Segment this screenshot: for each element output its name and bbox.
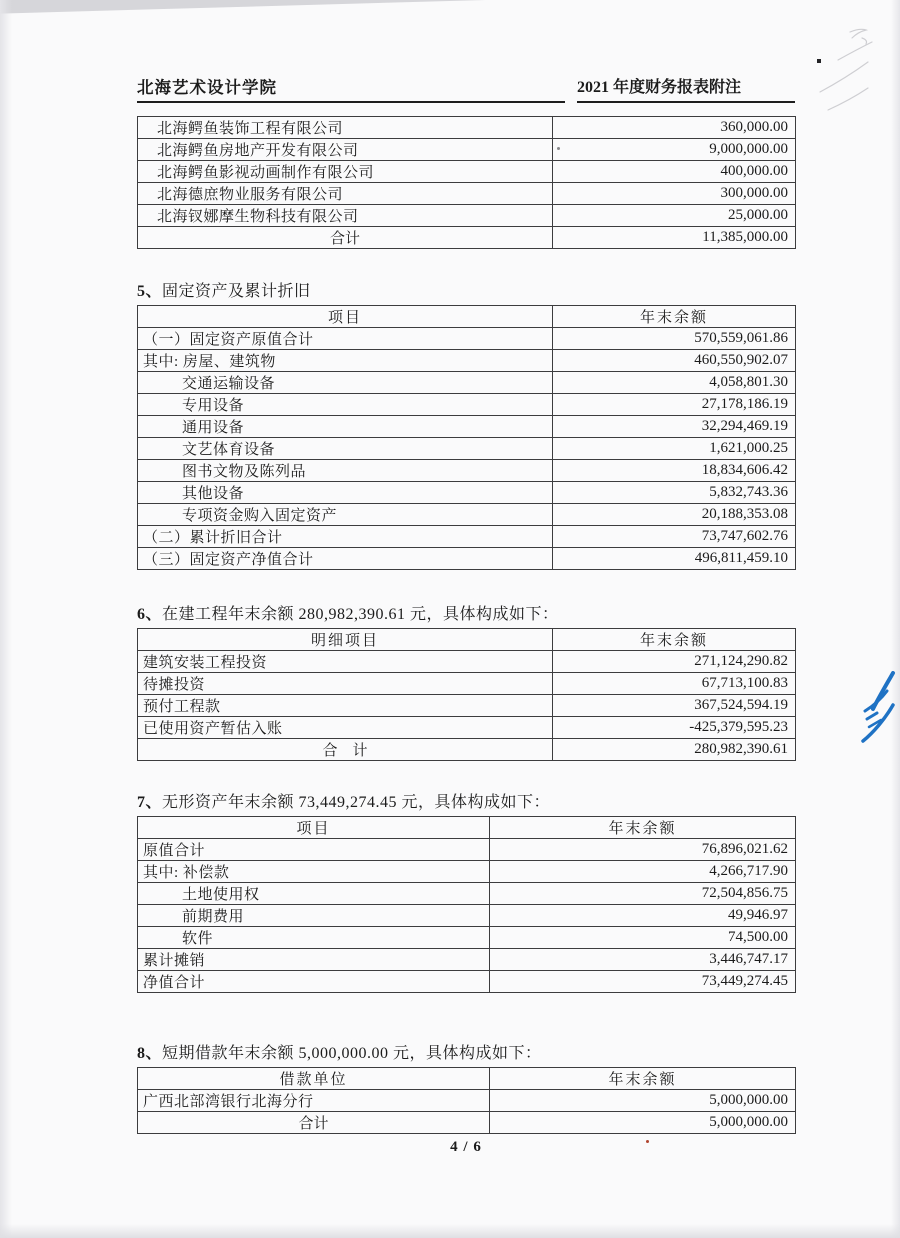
amount-value: 300,000.00 <box>553 183 796 205</box>
scan-edge-bottom <box>0 1224 900 1238</box>
item-label: 建筑安装工程投资 <box>138 651 553 673</box>
amount-value: 25,000.00 <box>553 205 796 227</box>
column-header-item: 明细项目 <box>138 629 553 651</box>
table-row <box>138 883 796 905</box>
amount-value: 32,294,469.19 <box>553 416 796 438</box>
table-row <box>138 416 796 438</box>
item-label: 其中: 房屋、建筑物 <box>138 350 553 372</box>
section-number: 6、 <box>137 606 163 623</box>
table-row <box>138 139 796 161</box>
amount-value: 4,266,717.90 <box>490 861 796 883</box>
item-label: 图书文物及陈列品 <box>138 460 553 482</box>
amount-value: 18,834,606.42 <box>553 460 796 482</box>
amount-value: 76,896,021.62 <box>490 839 796 861</box>
amount-value: 20,188,353.08 <box>553 504 796 526</box>
pencil-scribble-icon <box>798 18 894 114</box>
column-header-balance: 年末余额 <box>553 629 796 651</box>
item-label: 文艺体育设备 <box>138 438 553 460</box>
table-row <box>138 504 796 526</box>
item-label: （三）固定资产净值合计 <box>138 548 553 570</box>
scan-edge-left <box>0 0 12 1238</box>
section-6-title <box>137 601 795 624</box>
company-name: 北海鳄鱼房地产开发有限公司 <box>138 139 553 161</box>
total-value: 5,000,000.00 <box>490 1112 796 1134</box>
amount-value: 570,559,061.86 <box>553 328 796 350</box>
total-value: 11,385,000.00 <box>553 227 796 249</box>
scan-edge-top <box>0 0 545 14</box>
column-header-item: 项目 <box>138 817 490 839</box>
blue-ink-mark-icon <box>859 671 897 753</box>
amount-value: 400,000.00 <box>553 161 796 183</box>
scan-edge-right <box>891 0 900 1238</box>
item-label: （一）固定资产原值合计 <box>138 328 553 350</box>
table-row <box>138 949 796 971</box>
amount-value: 74,500.00 <box>490 927 796 949</box>
table-row <box>138 927 796 949</box>
total-label: 合 计 <box>138 739 553 761</box>
item-label: 软件 <box>138 927 490 949</box>
scan-speck <box>646 1140 649 1143</box>
item-label: 其中: 补偿款 <box>138 861 490 883</box>
amount-value: 1,621,000.25 <box>553 438 796 460</box>
amount-value: -425,379,595.23 <box>553 717 796 739</box>
total-value: 280,982,390.61 <box>553 739 796 761</box>
item-label: 待摊投资 <box>138 673 553 695</box>
item-label: 原值合计 <box>138 839 490 861</box>
page-number: 4 / 6 <box>450 1139 482 1155</box>
item-label: 土地使用权 <box>138 883 490 905</box>
column-header-balance: 年末余额 <box>490 817 796 839</box>
company-name: 北海鳄鱼影视动画制作有限公司 <box>138 161 553 183</box>
construction-in-progress-table <box>137 628 796 761</box>
table-row <box>138 482 796 504</box>
amount-value: 72,504,856.75 <box>490 883 796 905</box>
table-row <box>138 438 796 460</box>
company-name: 北海钗娜摩生物科技有限公司 <box>138 205 553 227</box>
amount-value: 49,946.97 <box>490 905 796 927</box>
table-row <box>138 971 796 993</box>
amount-value: 27,178,186.19 <box>553 394 796 416</box>
intangible-assets-table <box>137 816 796 993</box>
table-row <box>138 548 796 570</box>
amount-value: 73,449,274.45 <box>490 971 796 993</box>
table-row <box>138 717 796 739</box>
amount-value: 5,000,000.00 <box>490 1090 796 1112</box>
table-row <box>138 183 796 205</box>
table-row <box>138 1090 796 1112</box>
item-label: 已使用资产暂估入账 <box>138 717 553 739</box>
total-label: 合计 <box>138 227 553 249</box>
table-header-row <box>138 306 796 328</box>
section-number: 8、 <box>137 1045 163 1062</box>
item-label: 专用设备 <box>138 394 553 416</box>
table-header-row <box>138 1068 796 1090</box>
column-header-item: 项目 <box>138 306 553 328</box>
scan-speck <box>817 59 821 63</box>
table-row <box>138 526 796 548</box>
column-header-lender: 借款单位 <box>138 1068 490 1090</box>
table-row <box>138 651 796 673</box>
item-label: 交通运输设备 <box>138 372 553 394</box>
item-label: 累计摊销 <box>138 949 490 971</box>
page-header <box>137 74 795 103</box>
item-label: 其他设备 <box>138 482 553 504</box>
table-row <box>138 861 796 883</box>
table-row <box>138 695 796 717</box>
table-row <box>138 839 796 861</box>
table-row <box>138 205 796 227</box>
table-row <box>138 460 796 482</box>
amount-value: 496,811,459.10 <box>553 548 796 570</box>
table-header-row <box>138 629 796 651</box>
table-row <box>138 350 796 372</box>
item-label: 净值合计 <box>138 971 490 993</box>
amount-value: 360,000.00 <box>553 117 796 139</box>
table-header-row <box>138 817 796 839</box>
total-row <box>138 739 796 761</box>
external-investment-table <box>137 116 796 249</box>
section-number: 5、 <box>137 283 163 300</box>
column-header-balance: 年末余额 <box>553 306 796 328</box>
table-row <box>138 372 796 394</box>
scan-speck <box>557 147 560 150</box>
company-name: 北海鳄鱼装饰工程有限公司 <box>138 117 553 139</box>
section-title-text: 短期借款年末余额 5,000,000.00 元，具体构成如下： <box>162 1045 542 1062</box>
table-row <box>138 673 796 695</box>
total-label: 合计 <box>138 1112 490 1134</box>
section-5-title <box>137 278 795 301</box>
organization-name: 北海艺术设计学院 <box>137 74 565 103</box>
lender-name: 广西北部湾银行北海分行 <box>138 1090 490 1112</box>
item-label: 通用设备 <box>138 416 553 438</box>
table-row <box>138 905 796 927</box>
table-row <box>138 161 796 183</box>
item-label: 前期费用 <box>138 905 490 927</box>
section-number: 7、 <box>137 794 163 811</box>
table-row <box>138 328 796 350</box>
item-label: （二）累计折旧合计 <box>138 526 553 548</box>
item-label: 预付工程款 <box>138 695 553 717</box>
short-term-loans-table <box>137 1067 796 1134</box>
total-row <box>138 1112 796 1134</box>
table-row <box>138 394 796 416</box>
amount-value: 9,000,000.00 <box>553 139 796 161</box>
amount-value: 271,124,290.82 <box>553 651 796 673</box>
company-name: 北海德庶物业服务有限公司 <box>138 183 553 205</box>
section-8-title <box>137 1040 795 1063</box>
column-header-balance: 年末余额 <box>490 1068 796 1090</box>
section-title-text: 无形资产年末余额 73,449,274.45 元，具体构成如下： <box>162 794 551 811</box>
amount-value: 5,832,743.36 <box>553 482 796 504</box>
document-content <box>137 74 795 1156</box>
amount-value: 367,524,594.19 <box>553 695 796 717</box>
section-title-text: 固定资产及累计折旧 <box>162 283 311 300</box>
total-row <box>138 227 796 249</box>
table-row <box>138 117 796 139</box>
section-title-text: 在建工程年末余额 280,982,390.61 元，具体构成如下： <box>162 606 559 623</box>
amount-value: 3,446,747.17 <box>490 949 796 971</box>
fixed-assets-table <box>137 305 796 570</box>
amount-value: 67,713,100.83 <box>553 673 796 695</box>
amount-value: 73,747,602.76 <box>553 526 796 548</box>
item-label: 专项资金购入固定资产 <box>138 504 553 526</box>
report-title: 2021 年度财务报表附注 <box>577 74 795 103</box>
amount-value: 460,550,902.07 <box>553 350 796 372</box>
amount-value: 4,058,801.30 <box>553 372 796 394</box>
section-7-title <box>137 789 795 812</box>
